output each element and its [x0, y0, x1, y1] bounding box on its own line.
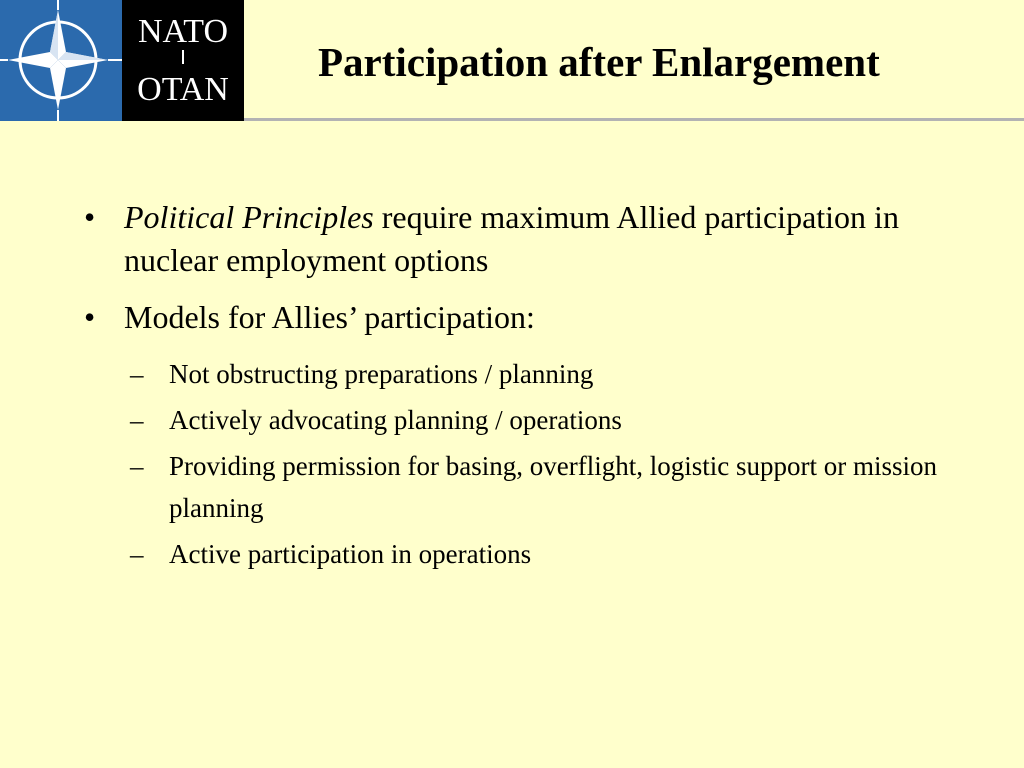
dash-marker: –	[130, 539, 144, 569]
sub-bullet-text: Not obstructing preparations / planning	[169, 359, 594, 389]
sub-bullet-item	[84, 445, 944, 529]
dash-marker: –	[130, 405, 144, 435]
logo-text-nato: NATO	[137, 13, 229, 50]
logo-text-otan: OTAN	[137, 71, 229, 108]
sub-bullet-item	[84, 399, 944, 441]
bullet-marker: •	[84, 299, 96, 335]
bullet-text: require maximum Allied participation in nuclear employment options	[124, 199, 899, 278]
slide-title: Participation after Enlargement	[318, 39, 880, 85]
bullet-italic-text: Political Principles	[124, 199, 374, 235]
sub-bullet-text: Actively advocating planning / operations	[169, 405, 622, 435]
bullet-item	[84, 296, 944, 339]
header-divider	[244, 118, 1024, 121]
dash-marker: –	[130, 451, 144, 481]
bullet-text: Models for Allies’ participation:	[124, 299, 535, 335]
sub-bullet-text: Providing permission for basing, overflight, logistic support or mission planning	[169, 451, 937, 523]
sub-bullet-text: Active participation in operations	[169, 539, 532, 569]
bullet-item	[84, 196, 944, 282]
slide-body	[84, 196, 944, 575]
sub-bullet-item	[84, 353, 944, 395]
sub-bullet-item	[84, 533, 944, 575]
nato-logo	[0, 0, 244, 121]
dash-marker: –	[130, 359, 144, 389]
bullet-marker: •	[84, 199, 96, 235]
nato-compass-star-icon	[0, 0, 244, 121]
